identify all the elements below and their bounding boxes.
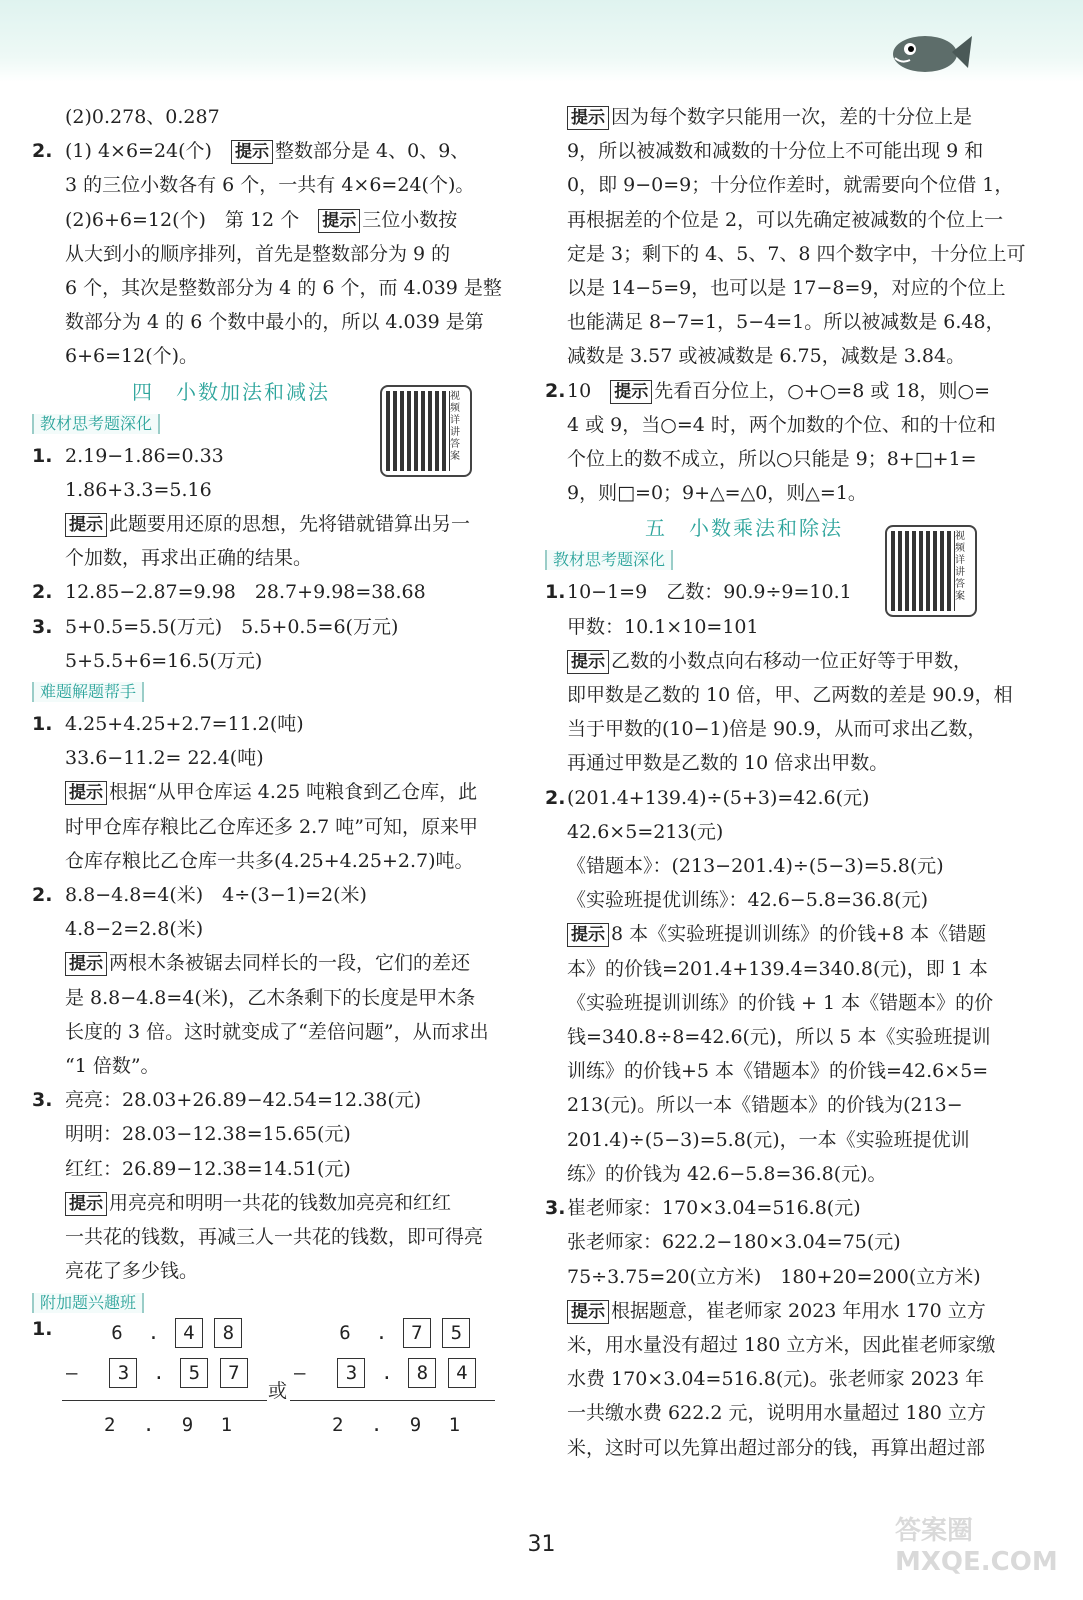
tip-label: 提示 (65, 513, 107, 537)
answer-line (545, 781, 1025, 815)
section-number: 五 (645, 516, 667, 541)
puzzle-2-mid: — 3 . 8 4 (294, 1358, 476, 1388)
answer-text: 10 (567, 379, 592, 402)
answer-line: 钱=340.8÷8=42.6(元)，所以 5 本《实验班提训 (567, 1026, 991, 1049)
subsection-label: 教材思考题深化 (32, 414, 160, 434)
answer-line (545, 374, 1025, 408)
tip-label: 提示 (567, 106, 609, 130)
puzzle-2-result: 2 . 9 1 (332, 1413, 469, 1436)
answer-line (32, 134, 512, 168)
answer-line: 红红：26.89−12.38=14.51(元) (65, 1157, 351, 1180)
digit: . (375, 1321, 388, 1344)
tip-text: 两根木条被锯去同样长的一段，它们的差还 (109, 952, 471, 975)
answer-line: 33.6−11.2= 22.4(吨) (65, 747, 264, 770)
digit-box: 7 (403, 1318, 431, 1348)
answer-line: 甲数：10.1×10=101 (567, 615, 759, 638)
answer-line: 《实验班提优训练》：42.6−5.8=36.8(元) (567, 889, 928, 912)
answer-line (545, 575, 1025, 609)
question-number: 2. (32, 140, 53, 163)
digit-box: 5 (442, 1318, 470, 1348)
answer-line: 《实验班提训训练》的价钱 + 1 本《错题本》的价 (567, 991, 994, 1014)
answer-line: 1.86+3.3=5.16 (65, 478, 212, 501)
answer-line: 9，所以被减数和减数的十分位上不可能出现 9 和 (567, 140, 984, 163)
subtraction-puzzle (32, 1318, 512, 1443)
answer-line: 以是 14−5=9，也可以是 17−8=9，对应的个位上 (567, 277, 1006, 300)
or-label: 或 (268, 1379, 288, 1402)
question-number: 2. (545, 379, 566, 402)
question-number: 3. (32, 1089, 53, 1112)
answer-line: 练》的价钱为 42.6−5.8=36.8(元)。 (567, 1162, 887, 1185)
digit-box: 3 (337, 1358, 365, 1388)
question-number: 1. (32, 444, 53, 467)
digit-box: 4 (175, 1318, 203, 1348)
tip-text: 因为每个数字只能用一次，差的十分位上是 (611, 106, 973, 128)
answer-line: 亮花了多少钱。 (65, 1260, 199, 1283)
answer-line: 定是 3；剩下的 4、5、7、8 四个数字中，十分位上可 (567, 242, 1026, 265)
subsection-label: 难题解题帮手 (32, 682, 144, 702)
answer-line: 即甲数是乙数的 10 倍，甲、乙两数的差是 90.9，相 (567, 684, 1013, 707)
answer-text: 12.85−2.87=9.98 28.7+9.98=38.68 (65, 581, 426, 604)
answer-line: 201.4)÷(5−3)=5.8(元)，一本《实验班提优训 (567, 1128, 970, 1151)
answer-line (545, 644, 1025, 678)
tip-text: 先看百分位上，○+○=8 或 18，则○= (654, 379, 991, 402)
digit: . (147, 1321, 160, 1344)
question-number: 2. (545, 786, 566, 809)
answer-line: 训练》的价钱+5 本《错题本》的价钱=42.6×5= (567, 1060, 989, 1083)
answer-line: 42.6×5=213(元) (567, 820, 724, 843)
answer-line: 9，则□=0；9+△=△0，则△=1。 (567, 482, 867, 505)
answer-line: 个位上的数不成立，所以○只能是 9；8+□+1= (567, 448, 977, 471)
puzzle-1-line (62, 1400, 267, 1401)
qr-label: 视频详讲答案 (955, 531, 965, 602)
answer-line (32, 507, 512, 541)
puzzle-2-line (290, 1400, 495, 1401)
tip-text: 用亮亮和明明一共花的钱数加亮亮和红红 (109, 1191, 452, 1214)
answer-text: 2.19−1.86=0.33 (65, 444, 224, 467)
answer-line (32, 775, 512, 809)
answer-text: (1) 4×6=24(个) (65, 140, 212, 163)
tip-text: 整数部分是 4、0、9、 (275, 140, 470, 163)
tip-label: 提示 (567, 650, 609, 674)
answer-line: 4.8−2=2.8(米) (65, 918, 204, 941)
tip-text: 根据题意，崔老师家 2023 年用水 170 立方 (611, 1299, 986, 1322)
left-column (32, 100, 512, 1443)
watermark: 答案圈 MXQE.COM (895, 1516, 1058, 1577)
answer-line: 数部分为 4 的 6 个数中最小的，所以 4.039 是第 (65, 311, 484, 334)
question-number: 3. (545, 1197, 566, 1220)
tip-label: 提示 (567, 1300, 609, 1324)
puzzle-1-top (102, 1318, 242, 1348)
answer-text: 4.25+4.25+2.7=11.2(吨) (65, 713, 304, 736)
answer-line: 从大到小的顺序排列，首先是整数部分为 9 的 (65, 242, 451, 265)
puzzle-1-mid: — 3 . 5 7 (66, 1358, 248, 1388)
answer-line: 长度的 3 倍。这时就变成了“差倍问题”，从而求出 (65, 1020, 489, 1043)
answer-line (32, 575, 512, 609)
subsection-label: 教材思考题深化 (545, 550, 673, 570)
answer-line (32, 1083, 512, 1117)
answer-line: 米，这时可以先算出超过部分的钱，再算出超过部 (567, 1436, 986, 1459)
question-number: 3. (32, 615, 53, 638)
question-number: 1. (32, 713, 53, 736)
section-title: 小数加法和减法 (176, 379, 330, 404)
tip-label: 提示 (610, 380, 652, 404)
digit-box: 4 (448, 1358, 476, 1388)
answer-line: 一共缴水费 622.2 元，说明用水量超过 180 立方 (567, 1402, 986, 1425)
answer-line: 6 个，其次是整数部分为 4 的 6 个，而 4.039 是整 (65, 277, 502, 300)
answer-line: (2)0.278、0.287 (65, 106, 220, 128)
question-number: 1. (32, 1317, 53, 1340)
fish-illustration (880, 22, 975, 82)
answer-line: 4 或 9，当○=4 时，两个加数的个位、和的十位和 (567, 413, 996, 436)
answer-line (545, 917, 1025, 951)
answer-line: 3 的三位小数各有 6 个，一共有 4×6=24(个)。 (65, 174, 475, 197)
digit-box: 8 (214, 1318, 242, 1348)
qr-label: 视频详讲答案 (450, 391, 460, 462)
answer-line: 米，用水量没有超过 180 立方米，因此崔老师家缴 (567, 1333, 996, 1356)
answer-line: 个加数，再求出正确的结果。 (65, 547, 313, 570)
answer-line: 本》的价钱=201.4+139.4=340.8(元)，即 1 本 (567, 957, 988, 980)
answer-line (32, 439, 512, 473)
tip-text: 三位小数按 (362, 208, 458, 231)
answer-line: 也能满足 8−7=1，5−4=1。所以被减数是 6.48， (567, 311, 1005, 334)
answer-line: 213(元)。所以一本《错题本》的价钱为(213− (567, 1094, 963, 1117)
answer-line: 再根据差的个位是 2，可以先确定被减数的个位上一 (567, 208, 1004, 231)
digit: 6 (339, 1321, 351, 1344)
tip-label: 提示 (65, 952, 107, 976)
answer-line: 明明：28.03−12.38=15.65(元) (65, 1123, 351, 1146)
answer-line (32, 203, 512, 237)
tip-label: 提示 (567, 923, 609, 947)
right-column (545, 100, 1025, 1465)
question-number: 2. (32, 581, 53, 604)
answer-line (545, 1294, 1025, 1328)
answer-line: 仓库存粮比乙仓库一共多(4.25+4.25+2.7)吨。 (65, 849, 474, 872)
tip-label: 提示 (231, 140, 273, 164)
digit-box: 8 (408, 1358, 436, 1388)
digit-box: 5 (180, 1358, 208, 1388)
answer-line: 6+6=12(个)。 (65, 345, 199, 368)
answer-line (32, 878, 512, 912)
tip-text: 8 本《实验班提训训练》的价钱+8 本《错题 (611, 923, 987, 946)
tip-text: 乙数的小数点向右移动一位正好等于甲数， (611, 649, 973, 672)
tip-label: 提示 (65, 781, 107, 805)
answer-line: 减数是 3.57 或被减数是 6.75，减数是 3.84。 (567, 345, 966, 368)
answer-text: 亮亮：28.03+26.89−42.54=12.38(元) (65, 1089, 422, 1112)
question-number: 1. (545, 581, 566, 604)
answer-line: “1 倍数”。 (65, 1055, 160, 1078)
digit: . (153, 1361, 165, 1384)
answer-line: 时甲仓库存粮比乙仓库还多 2.7 吨”可知，原来甲 (65, 815, 479, 838)
question-number: 2. (32, 884, 53, 907)
tip-label: 提示 (318, 209, 360, 233)
subsection-label: 附加题兴趣班 (32, 1293, 144, 1313)
answer-line: 水费 170×3.04=516.8(元)。张老师家 2023 年 (567, 1368, 985, 1391)
answer-line (32, 610, 512, 644)
page-number: 31 (527, 1532, 556, 1557)
answer-line (32, 946, 512, 980)
digit-box: 3 (109, 1358, 137, 1388)
answer-text: 8.8−4.8=4(米) 4÷(3−1)=2(米) (65, 884, 367, 907)
tip-text: 此题要用还原的思想，先将错就错算出另一 (109, 513, 471, 536)
answer-text: (201.4+139.4)÷(5+3)=42.6(元) (567, 786, 870, 809)
answer-line (545, 100, 1025, 134)
answer-line: 一共花的钱数，再减三人一共花的钱数，即可得亮 (65, 1226, 484, 1249)
answer-text: (2)6+6=12(个) 第 12 个 (65, 208, 300, 231)
answer-line (32, 1186, 512, 1220)
digit: 6 (111, 1321, 123, 1344)
section-title: 小数乘法和除法 (689, 516, 843, 541)
puzzle-2-top (330, 1318, 470, 1348)
answer-line: 5+5.5+6=16.5(万元) (65, 649, 263, 672)
answer-text: 崔老师家：170×3.04=516.8(元) (567, 1197, 861, 1220)
tip-text: 根据“从甲仓库运 4.25 吨粮食到乙仓库，此 (109, 781, 478, 804)
digit: . (381, 1361, 393, 1384)
section-number: 四 (132, 379, 154, 404)
answer-line: 《错题本》：(213−201.4)÷(5−3)=5.8(元) (567, 855, 944, 878)
answer-text: 5+0.5=5.5(万元) 5.5+0.5=6(万元) (65, 615, 399, 638)
digit-box: 7 (220, 1358, 248, 1388)
answer-line: 张老师家：622.2−180×3.04=75(元) (567, 1231, 901, 1254)
tip-label: 提示 (65, 1192, 107, 1216)
answer-line: 再通过甲数是乙数的 10 倍求出甲数。 (567, 752, 889, 775)
answer-line: 当于甲数的(10−1)倍是 90.9，从而可求出乙数， (567, 718, 987, 741)
answer-line (32, 707, 512, 741)
answer-line (545, 1191, 1025, 1225)
answer-line: 0，即 9−0=9；十分位作差时，就需要向个位借 1， (567, 174, 1014, 197)
answer-line: 是 8.8−4.8=4(米)，乙木条剩下的长度是甲木条 (65, 986, 476, 1009)
answer-text: 10−1=9 乙数：90.9÷9=10.1 (567, 581, 852, 604)
answer-line: 75÷3.75=20(立方米) 180+20=200(立方米) (567, 1265, 981, 1288)
puzzle-1-result: 2 . 9 1 (104, 1413, 241, 1436)
